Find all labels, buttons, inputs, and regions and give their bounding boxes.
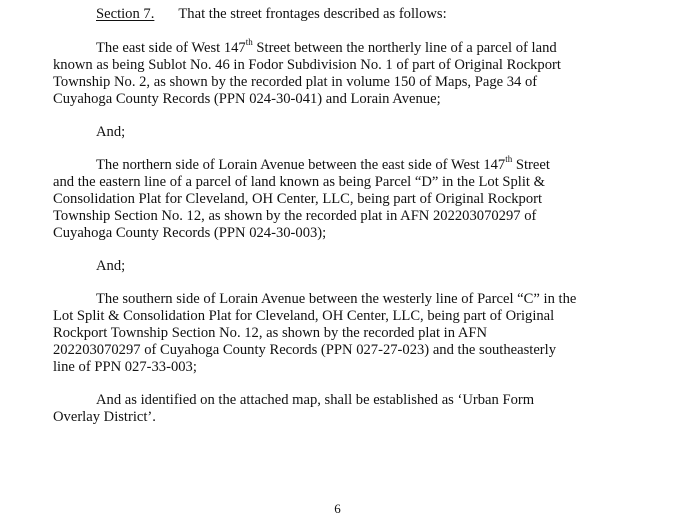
paragraph-1-text-b: Street between the northerly line of a parcel of land [252,40,557,56]
paragraph-4-line-1: And as identified on the attached map, shall be established as ‘Urban Form [96,392,535,408]
paragraph-2-line-2: and the eastern line of a parcel of land known as being Parcel “D” in the Lot Split & [53,174,545,190]
paragraph-2-line-4: Township Section No. 12, as shown by the recorded plat in AFN 202203070297 of [53,208,537,224]
paragraph-1-line-2: known as being Sublot No. 46 in Fodor Subdivision No. 1 of part of Original Rockport [53,57,561,73]
paragraph-1-text-a: The east side of West 147 [96,40,246,56]
ordinal-suffix: th [245,37,253,48]
section-number: Section 7. [96,6,155,22]
paragraph-3-line-5: line of PPN 027-33-003; [53,359,197,375]
paragraph-2-line-1 [96,154,550,174]
paragraph-3-line-2: Lot Split & Consolidation Plat for Cleveland, OH Center, LLC, being part of Original [53,308,555,324]
paragraph-1-line-3: Township No. 2, as shown by the recorded plat in volume 150 of Maps, Page 34 of [53,74,538,90]
section-heading-line [96,6,447,23]
paragraph-3-line-3: Rockport Township Section No. 12, as shown by the recorded plat in AFN [53,325,488,341]
paragraph-3-line-1: The southern side of Lorain Avenue between the westerly line of Parcel “C” in the [96,291,577,307]
ordinal-suffix: th [505,154,513,165]
paragraph-2-text-a: The northern side of Lorain Avenue between the east side of West 147 [96,157,506,173]
paragraph-2-line-5: Cuyahoga County Records (PPN 024-30-003); [53,225,327,241]
conjunction-and-1: And; [96,124,126,140]
paragraph-2-text-b: Street [512,157,550,173]
page-number: 6 [334,501,341,516]
conjunction-and-2: And; [96,258,126,274]
paragraph-1-line-1 [96,37,557,57]
paragraph-4-line-2: Overlay District’. [53,409,156,425]
paragraph-1-line-4: Cuyahoga County Records (PPN 024-30-041) and Lorain Avenue; [53,91,441,107]
paragraph-2-line-3: Consolidation Plat for Cleveland, OH Center, LLC, being part of Original Rockport [53,191,543,207]
paragraph-3-line-4: 202203070297 of Cuyahoga County Records (PPN 027-27-023) and the southeasterly [53,342,557,358]
section-intro: That the street frontages described as follows: [178,6,447,22]
